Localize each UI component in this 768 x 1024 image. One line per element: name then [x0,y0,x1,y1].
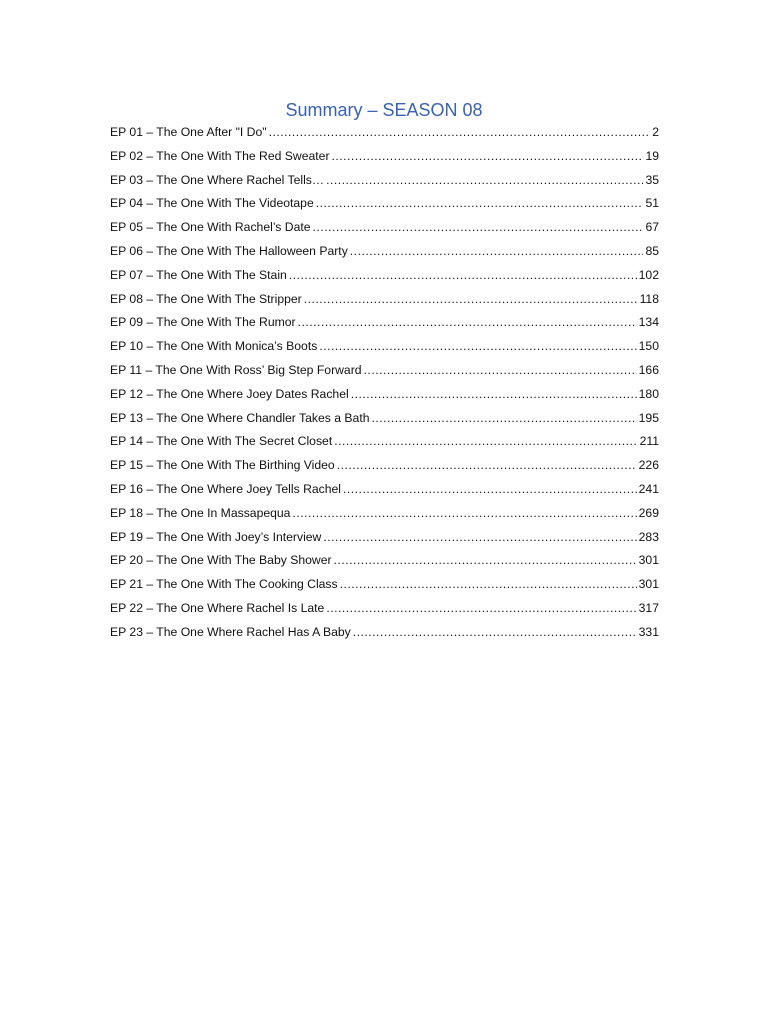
toc-entry-title: EP 02 – The One With The Red Sweater [110,148,330,163]
dot-leader [319,339,636,353]
dot-leader [353,625,637,639]
toc-entry-page: 211 [639,434,659,449]
toc-entry[interactable] [110,434,659,458]
toc-entry-title: EP 16 – The One Where Joey Tells Rachel [110,481,342,496]
table-of-contents [110,125,659,649]
dot-leader [289,268,637,282]
toc-entry-page: 166 [638,362,659,377]
dot-leader [304,292,638,306]
dot-leader [364,363,637,377]
toc-entry-title: EP 13 – The One Where Chandler Takes a Bath [110,410,370,425]
page-title: Summary – SEASON 08 [285,100,483,120]
toc-entry-page: 67 [645,220,659,235]
dot-leader [371,411,636,425]
toc-entry-page: 118 [639,291,659,306]
toc-entry-page: 317 [638,600,659,615]
dot-leader [292,506,636,520]
toc-entry-title: EP 21 – The One With The Cooking Class [110,577,338,592]
toc-entry-title: EP 12 – The One Where Joey Dates Rachel [110,386,349,401]
toc-entry[interactable] [110,506,659,530]
dot-leader [351,387,637,401]
toc-entry-page: 195 [638,410,659,425]
toc-entry-title: EP 01 – The One After "I Do" [110,125,267,139]
dot-leader [313,220,644,234]
dot-leader [269,125,651,139]
toc-entry-page: 2 [652,125,659,139]
toc-entry-title: EP 11 – The One With Ross’ Big Step Forward [110,362,362,377]
toc-entry-page: 331 [638,624,659,639]
dot-leader [323,530,636,544]
toc-entry[interactable] [110,339,659,363]
toc-entry[interactable] [110,125,659,149]
toc-entry[interactable] [110,387,659,411]
toc-entry-title: EP 09 – The One With The Rumor [110,315,296,330]
toc-entry-page: 269 [638,505,659,520]
toc-entry[interactable] [110,625,659,649]
toc-entry[interactable] [110,530,659,554]
dot-leader [350,244,644,258]
toc-entry-title: EP 10 – The One With Monica’s Boots [110,339,318,354]
toc-entry-page: 180 [638,386,659,401]
dot-leader [337,458,637,472]
dot-leader [326,601,636,615]
toc-entry-title: EP 23 – The One Where Rachel Has A Baby [110,624,351,639]
toc-entry[interactable] [110,149,659,173]
dot-leader [334,434,637,448]
toc-entry-page: 51 [645,196,659,211]
toc-entry[interactable] [110,173,659,197]
toc-entry-page: 283 [638,529,659,544]
toc-entry-page: 301 [638,553,659,568]
toc-entry-page: 150 [638,339,659,354]
toc-entry-title: EP 07 – The One With The Stain [110,267,287,282]
toc-entry[interactable] [110,363,659,387]
dot-leader [334,553,637,567]
toc-entry-page: 35 [645,172,659,187]
toc-entry-title: EP 14 – The One With The Secret Closet [110,434,333,449]
toc-entry[interactable] [110,292,659,316]
dot-leader [332,149,644,163]
toc-entry-title: EP 08 – The One With The Stripper [110,291,302,306]
toc-entry[interactable] [110,577,659,601]
dot-leader [340,577,637,591]
dot-leader [343,482,637,496]
dot-leader [316,196,644,210]
toc-entry[interactable] [110,268,659,292]
toc-entry-page: 226 [638,458,659,473]
toc-entry[interactable] [110,553,659,577]
toc-entry[interactable] [110,244,659,268]
toc-entry[interactable] [110,220,659,244]
toc-entry[interactable] [110,315,659,339]
toc-entry[interactable] [110,601,659,625]
dot-leader [326,173,643,187]
toc-entry[interactable] [110,196,659,220]
toc-entry-title: EP 15 – The One With The Birthing Video [110,458,335,473]
toc-entry-title: EP 06 – The One With The Halloween Party [110,243,348,258]
toc-entry[interactable] [110,482,659,506]
toc-entry[interactable] [110,458,659,482]
toc-entry-page: 85 [645,243,659,258]
toc-entry-page: 301 [638,577,659,592]
toc-entry[interactable] [110,411,659,435]
toc-entry-title: EP 04 – The One With The Videotape [110,196,314,211]
toc-entry-page: 19 [645,148,659,163]
toc-entry-title: EP 20 – The One With The Baby Shower [110,553,332,568]
toc-entry-title: EP 22 – The One Where Rachel Is Late [110,600,325,615]
toc-entry-title: EP 19 – The One With Joey’s Interview [110,529,322,544]
toc-entry-title: EP 03 – The One Where Rachel Tells… [110,172,325,187]
toc-entry-title: EP 18 – The One In Massapequa [110,505,291,520]
toc-entry-title: EP 05 – The One With Rachel’s Date [110,220,311,235]
toc-entry-page: 241 [638,481,659,496]
toc-entry-page: 134 [638,315,659,330]
toc-entry-page: 102 [638,267,659,282]
dot-leader [298,315,637,329]
